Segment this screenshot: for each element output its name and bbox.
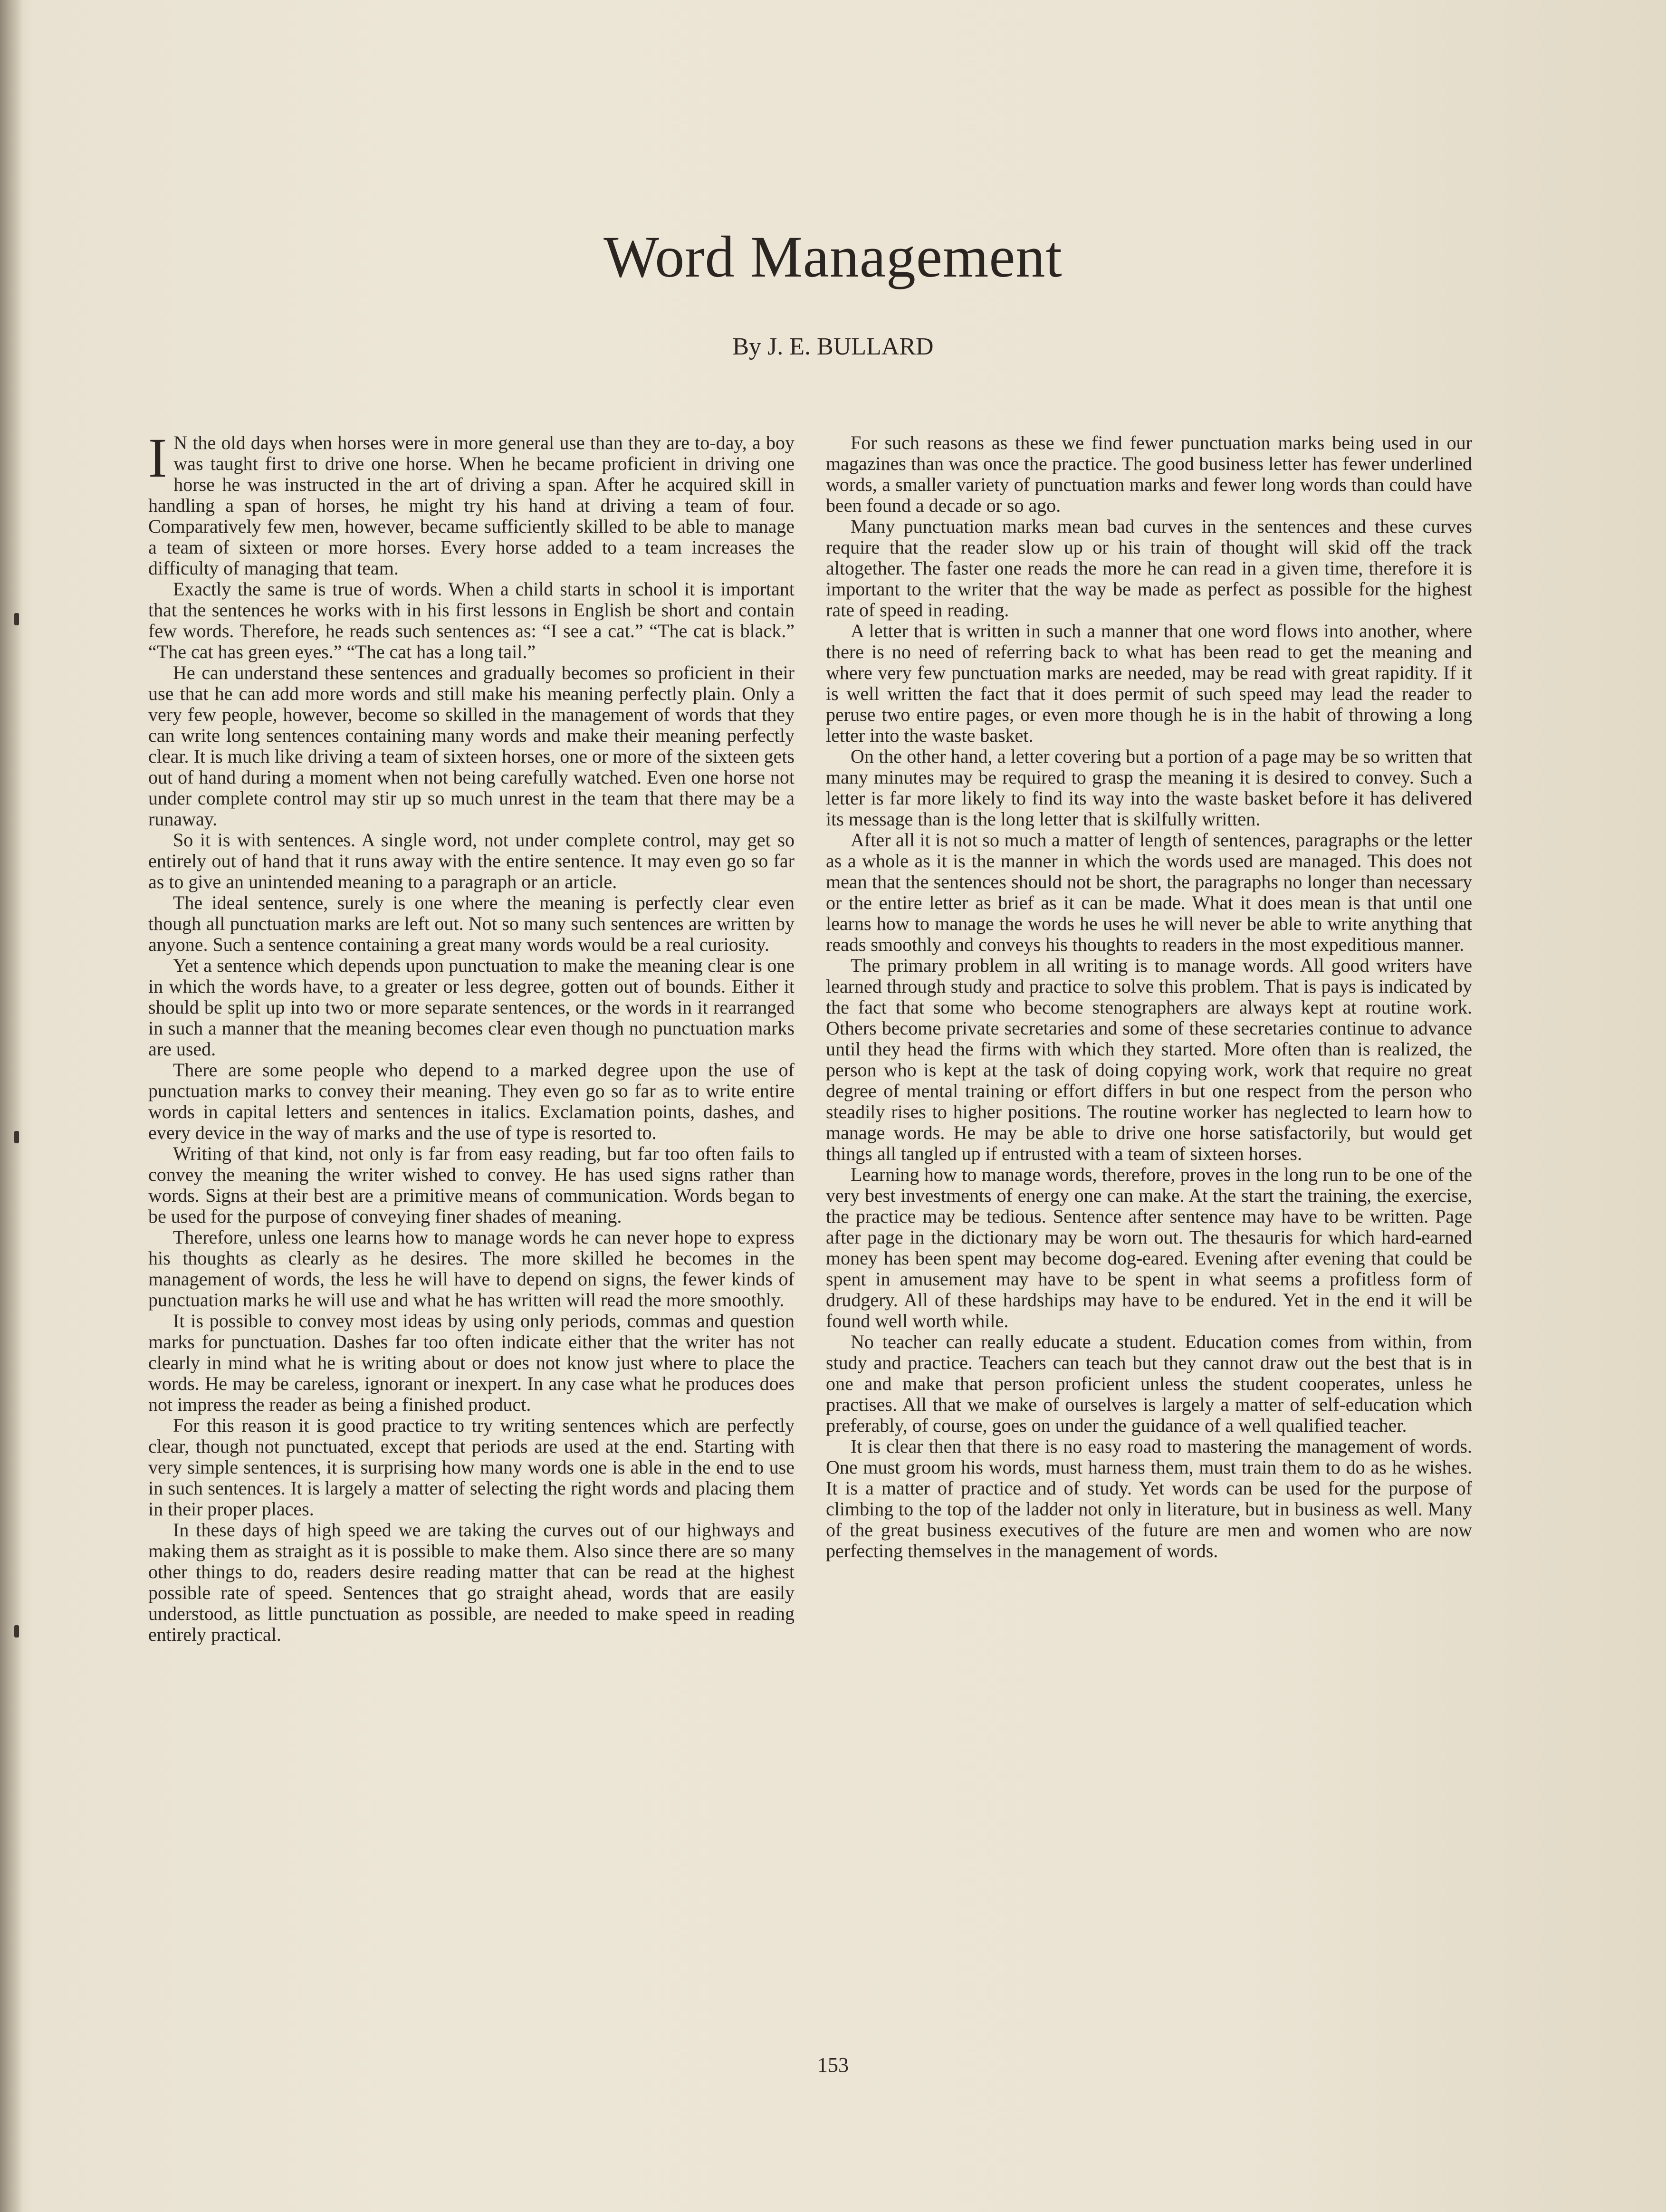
drop-cap: I xyxy=(148,427,167,489)
paragraph: In these days of high speed we are taking the curves out of our highways and making them as straight as it is possible to make them. Also since there are so many other things to do, readers desire reading matter that can be read at the highest possible rate of speed. Sentences that go straight ahead, words that are easily understood, as little punctuation as possible, are needed to make speed in reading entirely practical. xyxy=(148,1519,795,1645)
right-column xyxy=(826,432,1472,1561)
article-byline: By J. E. BULLARD xyxy=(732,333,934,360)
paragraph: Yet a sentence which depends upon punctuation to make the meaning clear is one in which the words have, to a greater or less degree, gotten out of bounds. Either it should be split up into two or more separate sentences, or the words in it rearranged in such a manner that the meaning becomes clear even though no punctuation marks are used. xyxy=(148,955,795,1060)
article-title: Word Management xyxy=(603,224,1063,289)
paragraph: On the other hand, a letter covering but a portion of a page may be so written that many minutes may be required to grasp the meaning it is desired to convey. Such a letter is far more likely to find its way into the waste basket before it has delivered its message than is the long letter that is skilfully written. xyxy=(826,746,1472,830)
paragraph: Therefore, unless one learns how to manage words he can never hope to express his thoughts as clearly as he desires. The more skilled he becomes in the management of words, the less he will have to depend on signs, the fewer kinds of punctuation marks he will use and what he has written will read the more smoothly. xyxy=(148,1226,795,1311)
paragraph: The ideal sentence, surely is one where the meaning is perfectly clear even though all punctuation marks are left out. Not so many such sentences are written by anyone. Such a sentence containing a great many words would be a real curiosity. xyxy=(148,892,795,955)
paragraph: He can understand these sentences and gradually becomes so proficient in their use that he can add more words and still make his meaning perfectly plain. Only a very few people, however, become so skilled in the management of words that they can write long sentences containing many words and make their meaning perfectly clear. It is much like driving a team of sixteen horses, one or more of the sixteen gets out of hand during a moment when not being carefully watched. Even one horse not under complete control may stir up so much unrest in the team that there may be a runaway. xyxy=(148,662,795,830)
left-column xyxy=(148,427,795,1645)
paragraph: No teacher can really educate a student. Education comes from within, from study and practice. Teachers can teach but they cannot draw out the best that is in one and make that person proficient unless the student cooperates, unless he practises. All that we make of ourselves is largely a matter of self-education which preferably, of course, goes on under the guidance of a well qualified teacher. xyxy=(826,1331,1472,1436)
paragraph: It is clear then that there is no easy road to mastering the management of words. One must groom his words, must harness them, must train them to do as he wishes. It is a matter of practice and of study. Yet words can be used for the purpose of climbing to the top of the ladder not only in literature, but in business as well. Many of the great business executives of the future are men and women who are now perfecting themselves in the management of words. xyxy=(826,1436,1472,1561)
paragraph: Writing of that kind, not only is far from easy reading, but far too often fails to convey the meaning the writer wished to convey. He has used signs rather than words. Signs at their best are a primitive means of communication. Words began to be used for the purpose of conveying finer shades of meaning. xyxy=(148,1143,795,1227)
paragraph: I N the old days when horses were in more general use than they are to-day, a boy was taught first to drive one horse. When he became proficient in driving one horse he was instructed in the art of driving a span. After he acquired skill in handling a span of horses, he might try his hand at driving a team of four. Comparatively few men, however, became sufficiently skilled to be able to manage a team of sixteen or more horses. Every horse added to a team increases the difficulty of managing that team. xyxy=(148,427,795,579)
paragraph: Many punctuation marks mean bad curves in the sentences and these curves require that the reader slow up or his train of thought will skid off the track altogether. The faster one reads the more he can read in a given time, therefore it is important to the writer that the way be made as perfect as possible for the highest rate of speed in reading. xyxy=(826,516,1472,621)
paragraph: After all it is not so much a matter of length of sentences, paragraphs or the letter as a whole as it is the manner in which the words used are managed. This does not mean that the sentences should not be short, the paragraphs no longer than necessary or the entire letter as brief as it can be made. What it does mean is that until one learns how to manage the words he uses he will never be able to write anything that reads smoothly and conveys his thoughts to readers in the most expeditious manner. xyxy=(826,829,1472,955)
margin-mark xyxy=(14,1625,19,1637)
paragraph: For such reasons as these we find fewer punctuation marks being used in our magazines than was once the practice. The good business letter has fewer underlined words, a smaller variety of punctuation marks and fewer long words than could have been found a decade or so ago. xyxy=(826,432,1472,516)
page-number: 153 xyxy=(817,2053,849,2077)
paragraph: Learning how to manage words, therefore, proves in the long run to be one of the very best investments of energy one can make. At the start the training, the exercise, the practice may be tedious. Sentence after sentence may have to be written. Page after page in the dictionary may be worn out. The thesauris for which hard-earned money has been spent may become dog-eared. Evening after evening that could be spent in amusement may have to be spent in what seems a profitless form of drudgery. All of these hardships may have to be endured. Yet in the end it will be found well worth while. xyxy=(826,1164,1472,1331)
paragraph: The primary problem in all writing is to manage words. All good writers have learned through study and practice to solve this problem. That is pays is indicated by the fact that some who become stenographers are always kept at routine work. Others become private secretaries and some of these secretaries continue to advance until they head the firms with which they started. More often than is realized, the person who is kept at the task of doing copying work, work that require no great degree of mental training or effort differs in but one respect from the person who steadily rises to higher positions. The routine worker has neglected to learn how to manage words. He may be able to drive one horse satisfactorily, but would get things all tangled up if entrusted with a team of sixteen horses. xyxy=(826,955,1472,1164)
binding-shadow xyxy=(0,0,23,2212)
paragraph: There are some people who depend to a marked degree upon the use of punctuation marks to convey their meaning. They even go so far as to write entire words in capital letters and sentences in italics. Exclamation points, dashes, and every device in the way of marks and the use of type is resorted to. xyxy=(148,1059,795,1143)
paragraph: So it is with sentences. A single word, not under complete control, may get so entirely out of hand that it runs away with the entire sentence. It may even go so far as to give an unintended meaning to a paragraph or an article. xyxy=(148,829,795,892)
margin-mark xyxy=(14,613,19,625)
margin-mark xyxy=(14,1131,19,1143)
paragraph: For this reason it is good practice to try writing sentences which are perfectly clear, though not punctuated, except that periods are used at the end. Starting with very simple sentences, it is surprising how many words one is able in the end to use in such sentences. It is largely a matter of selecting the right words and placing them in their proper places. xyxy=(148,1415,795,1520)
paragraph: It is possible to convey most ideas by using only periods, commas and question marks for punctuation. Dashes far too often indicate either that the writer has not clearly in mind what he is writing about or does not know just where to place the words. He may be careless, ignorant or inexpert. In any case what he produces does not impress the reader as being a finished product. xyxy=(148,1310,795,1415)
paragraph: Exactly the same is true of words. When a child starts in school it is important that the sentences he works with in his first lessons in English be short and contain few words. Therefore, he reads such sentences as: “I see a cat.” “The cat is black.” “The cat has green eyes.” “The cat has a long tail.” xyxy=(148,578,795,662)
paragraph: A letter that is written in such a manner that one word flows into another, where there is no need of referring back to what has been read to get the meaning and where very few punctuation marks are needed, may be read with great rapidity. If it is well written the fact that it does permit of such speed may lead the reader to peruse two entire pages, or even more though he is in the habit of throwing a long letter into the waste basket. xyxy=(826,620,1472,746)
